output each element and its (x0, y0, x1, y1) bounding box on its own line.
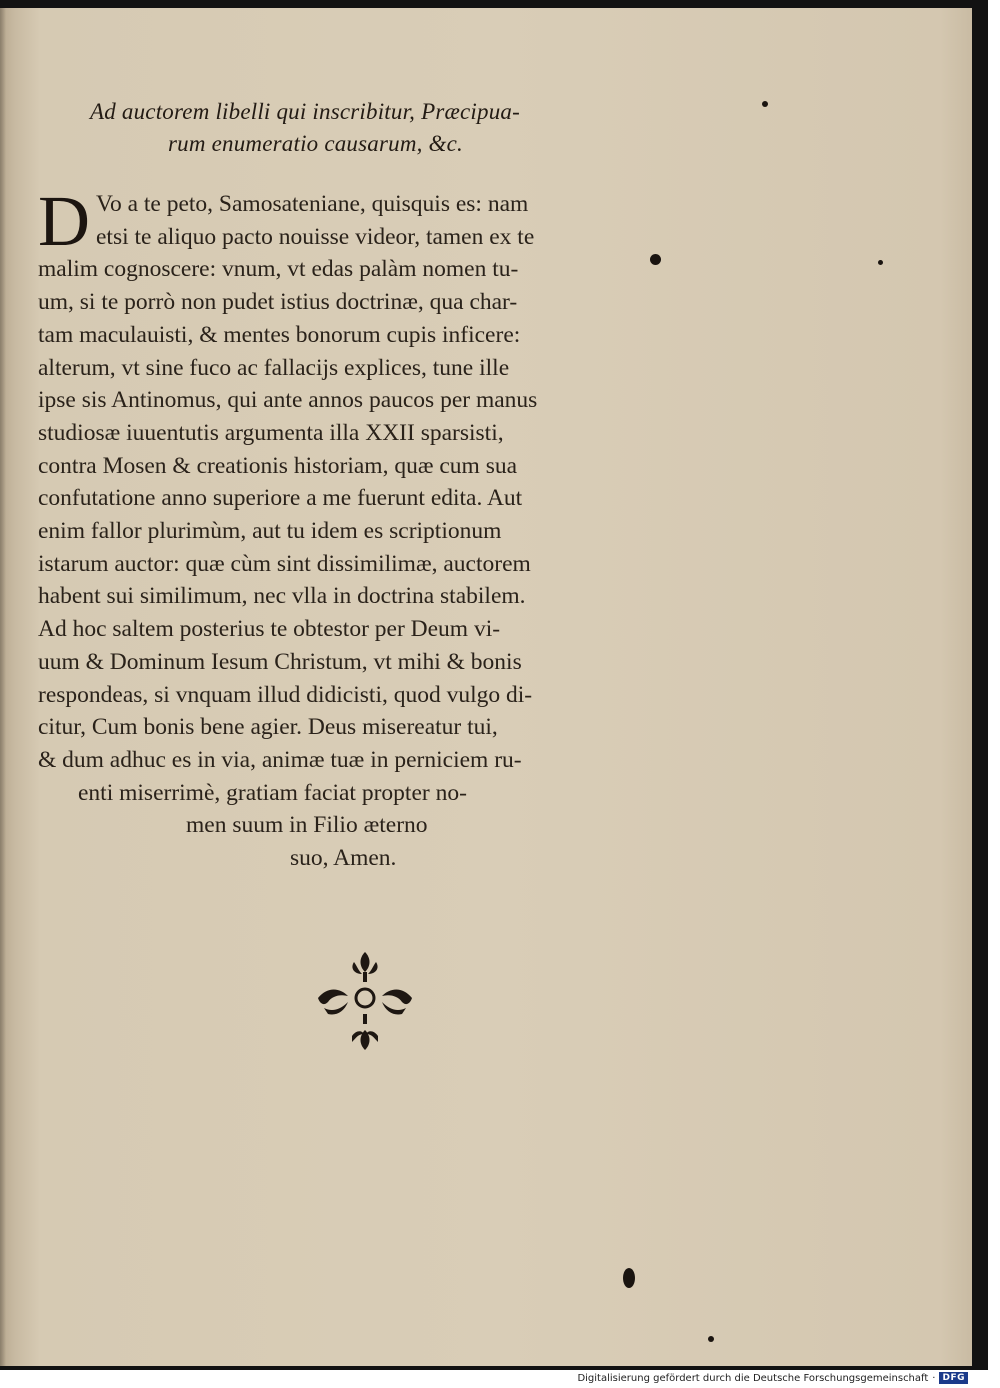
ink-speck (650, 254, 661, 265)
body-line: enti miserrimè, gratiam faciat propter no- (78, 779, 467, 806)
body-line: citur, Cum bonis bene agier. Deus misereatur tui, (38, 714, 498, 741)
body-line: tam maculauisti, & mentes bonorum cupis inficere: (38, 321, 521, 348)
body-line: Ad hoc saltem posterius te obtestor per Deum vi- (38, 616, 501, 643)
body-line: habent sui similimum, nec vlla in doctrina stabilem. (38, 583, 526, 610)
heading-line-1: Ad auctorem libelli qui inscribitur, Præcipua- (90, 99, 520, 124)
body-line: contra Mosen & creationis historiam, quæ cum sua (38, 452, 518, 479)
book-page (0, 8, 972, 1366)
credit-separator: · (932, 1372, 936, 1384)
fleuron-ornament-icon (310, 946, 420, 1056)
body-line: suo, Amen. (290, 845, 397, 872)
ink-speck (762, 101, 768, 107)
body-line: ipse sis Antinomus, qui ante annos paucos per manus (38, 387, 538, 414)
ink-speck (708, 1336, 714, 1342)
drop-cap: D (38, 181, 90, 261)
digitization-credit (577, 1372, 968, 1384)
body-line: & dum adhuc es in via, animæ tuæ in perniciem ru- (38, 746, 522, 773)
body-line: uum & Dominum Iesum Christum, vt mihi & bonis (38, 648, 522, 675)
body-line: enim fallor plurimùm, aut tu idem es scriptionum (38, 518, 502, 545)
credit-text: Digitalisierung gefördert durch die Deutsche Forschungsgemeinschaft (577, 1372, 929, 1384)
body-line: studiosæ iuuentutis argumenta illa XXII sparsisti, (38, 419, 504, 446)
ink-speck (623, 1268, 635, 1288)
body-line: confutatione anno superiore a me fuerunt edita. Aut (38, 485, 523, 512)
heading-line-2: rum enumeratio causarum, &c. (168, 131, 463, 156)
body-line: um, si te porrò non pudet istius doctrinæ, qua char- (38, 289, 518, 316)
body-line: respondeas, si vnquam illud didicisti, quod vulgo di- (38, 681, 533, 708)
body-line: istarum auctor: quæ cùm sint dissimilimæ, auctorem (38, 550, 531, 577)
body-line: malim cognoscere: vnum, vt edas palàm nomen tu- (38, 256, 519, 283)
body-line: etsi te aliquo pacto nouisse videor, tamen ex te (96, 223, 535, 250)
dfg-logo: DFG (939, 1372, 968, 1384)
body-line: Vo a te peto, Samosateniane, quisquis es: nam (96, 191, 529, 217)
body-paragraph (38, 181, 650, 875)
body-line: men suum in Filio æterno (186, 812, 428, 839)
page-gutter-shadow (0, 8, 6, 1366)
body-line: alterum, vt sine fuco ac fallacijs explices, tune ille (38, 354, 510, 381)
ink-speck (878, 260, 883, 265)
page-heading (90, 96, 690, 160)
